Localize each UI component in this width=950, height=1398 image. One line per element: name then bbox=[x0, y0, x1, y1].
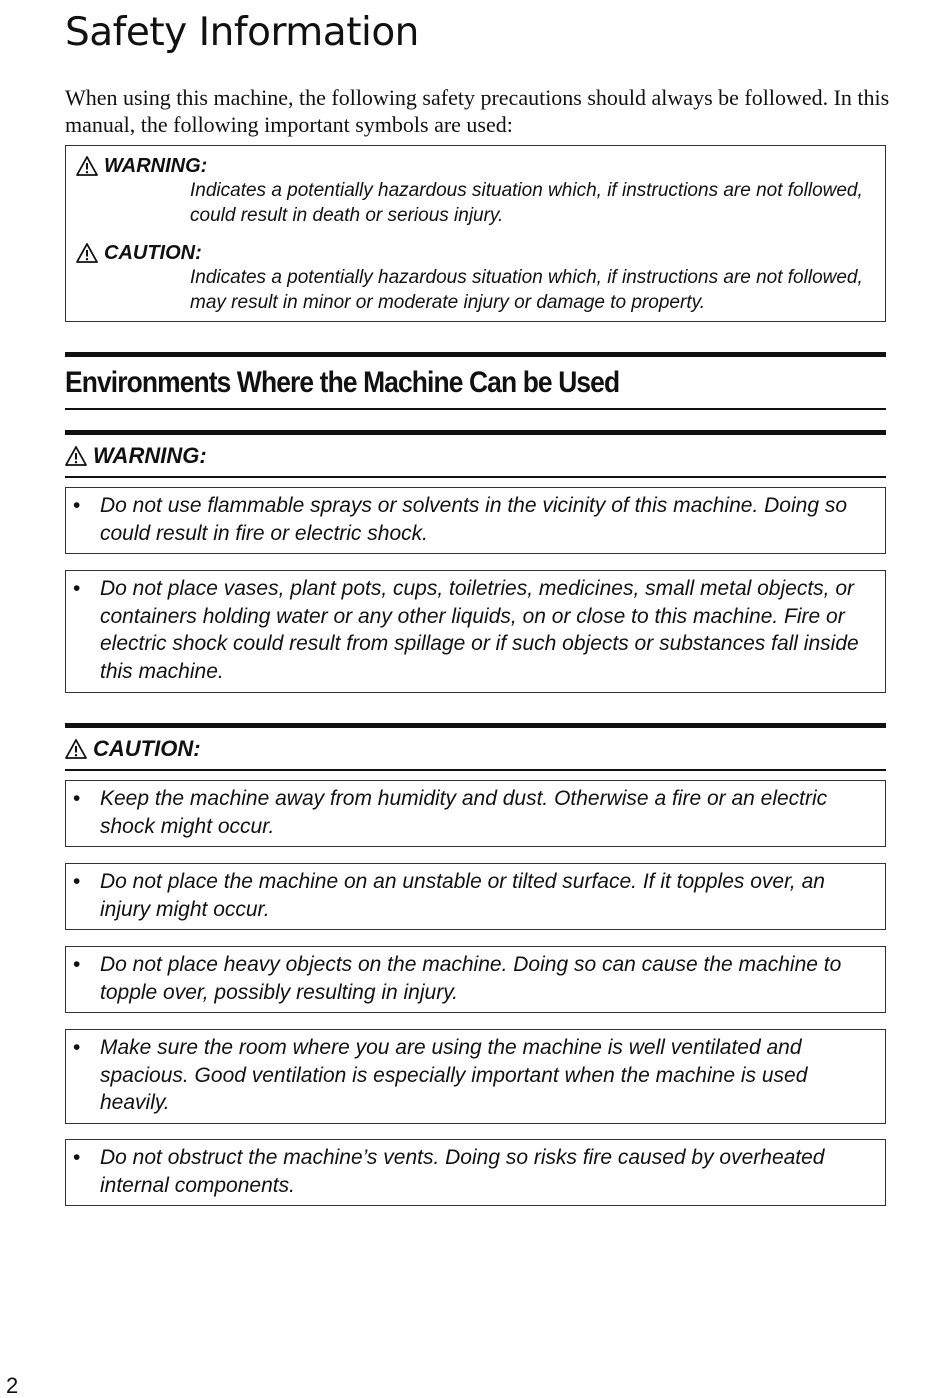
warning-top-rule bbox=[65, 430, 886, 435]
caution-label: CAUTION: bbox=[93, 736, 201, 761]
bullet-glyph: • bbox=[73, 494, 81, 517]
page-number: 2 bbox=[6, 1373, 19, 1398]
legend-warning-term: WARNING: bbox=[104, 155, 208, 177]
intro-paragraph: When using this machine, the following safety precautions should always be followed. In this manual, the following important symbols are used: bbox=[65, 85, 890, 137]
caution-triangle-icon bbox=[65, 739, 87, 759]
legend-caution-term: CAUTION: bbox=[104, 242, 202, 264]
warning-heading-underline bbox=[65, 476, 886, 478]
bullet-glyph: • bbox=[73, 1146, 81, 1169]
caution-item-box bbox=[65, 1029, 886, 1124]
caution-item-box bbox=[65, 863, 886, 930]
warning-label: WARNING: bbox=[93, 443, 207, 468]
symbol-legend-box bbox=[65, 145, 886, 322]
bullet-glyph: • bbox=[73, 1036, 81, 1059]
bullet-glyph: • bbox=[73, 953, 81, 976]
caution-heading bbox=[65, 736, 201, 762]
caution-item-box bbox=[65, 780, 886, 847]
caution-heading-underline bbox=[65, 769, 886, 771]
warning-item-text: Do not place vases, plant pots, cups, toiletries, medicines, small metal objects, or containers holding water or any other liquids, on or close to this machine. Fire or electric shock could result from spillage or if such objects or substances fall inside this machine. bbox=[100, 577, 859, 683]
caution-item-box bbox=[65, 1139, 886, 1206]
page-title: Safety Information bbox=[65, 10, 419, 55]
caution-item-text: Do not place the machine on an unstable or tilted surface. If it topples over, an injury might occur. bbox=[100, 870, 825, 921]
legend-caution bbox=[76, 241, 876, 315]
warning-item-box bbox=[65, 487, 886, 554]
caution-triangle-icon bbox=[76, 243, 98, 263]
caution-item-text: Do not place heavy objects on the machine. Doing so can cause the machine to topple over, possibly resulting in injury. bbox=[100, 953, 842, 1004]
legend-warning bbox=[76, 154, 876, 228]
bullet-glyph: • bbox=[73, 787, 81, 810]
caution-item-text: Keep the machine away from humidity and dust. Otherwise a fire or an electric shock might occur. bbox=[100, 787, 828, 838]
caution-item-box bbox=[65, 946, 886, 1013]
warning-triangle-icon bbox=[65, 446, 87, 466]
caution-top-rule bbox=[65, 723, 886, 728]
warning-item-box bbox=[65, 570, 886, 693]
legend-warning-definition: Indicates a potentially hazardous situation which, if instructions are not followed, could result in death or serious injury. bbox=[190, 180, 863, 226]
legend-caution-definition: Indicates a potentially hazardous situation which, if instructions are not followed, may result in minor or moderate injury or damage to property. bbox=[190, 267, 863, 313]
warning-heading bbox=[65, 443, 207, 469]
caution-item-text: Do not obstruct the machine’s vents. Doing so risks fire caused by overheated internal components. bbox=[100, 1146, 825, 1197]
section-top-rule bbox=[65, 352, 886, 357]
caution-item-text: Make sure the room where you are using the machine is well ventilated and spacious. Good ventilation is especially important when the machine is used heavily. bbox=[100, 1036, 808, 1114]
warning-triangle-icon bbox=[76, 156, 98, 176]
warning-item-text: Do not use flammable sprays or solvents in the vicinity of this machine. Doing so could result in fire or electric shock. bbox=[100, 494, 848, 545]
section-heading: Environments Where the Machine Can be Used bbox=[65, 366, 620, 399]
bullet-glyph: • bbox=[73, 870, 81, 893]
section-heading-underline bbox=[65, 408, 886, 410]
bullet-glyph: • bbox=[73, 577, 81, 600]
